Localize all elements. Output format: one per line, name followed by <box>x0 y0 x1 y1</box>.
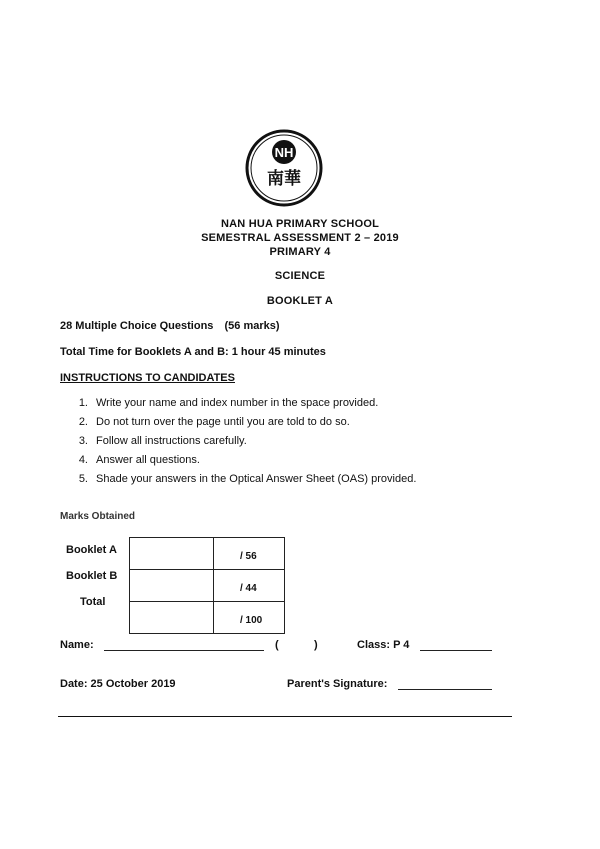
signature-field[interactable] <box>398 689 492 690</box>
instruction-item <box>70 454 200 466</box>
instruction-item <box>70 416 350 428</box>
instruction-item <box>70 397 378 409</box>
max-marks-cell: / 56 <box>214 538 285 570</box>
marks-count: (56 marks) <box>224 320 280 332</box>
instruction-number: 1. <box>78 397 88 409</box>
school-logo <box>244 128 324 208</box>
index-paren-open: ( <box>275 639 279 651</box>
assessment-title: SEMESTRAL ASSESSMENT 2 – 2019 <box>201 232 399 244</box>
row-label-booklet-a: Booklet A <box>66 544 117 556</box>
table-row <box>130 538 285 570</box>
name-field[interactable] <box>104 650 264 651</box>
instruction-text: Answer all questions. <box>96 454 200 466</box>
booklet: BOOKLET A <box>266 295 334 307</box>
row-label-booklet-b: Booklet B <box>66 570 118 582</box>
index-paren-close: ) <box>314 639 318 651</box>
total-time: Total Time for Booklets A and B: 1 hour 45 minutes <box>60 346 326 358</box>
instruction-number: 2. <box>78 416 88 428</box>
instruction-number: 5. <box>78 473 88 485</box>
instructions-heading: INSTRUCTIONS TO CANDIDATES <box>60 372 235 384</box>
score-cell <box>130 538 214 570</box>
score-cell <box>130 602 214 634</box>
max-marks-cell: / 100 <box>214 602 285 634</box>
instruction-text: Do not turn over the page until you are told to do so. <box>96 416 350 428</box>
subject: SCIENCE <box>274 270 326 282</box>
instruction-number: 4. <box>78 454 88 466</box>
name-label: Name: <box>60 639 94 651</box>
logo-letters: NH <box>274 145 294 160</box>
footer-divider <box>58 716 512 717</box>
table-row <box>130 570 285 602</box>
instruction-text: Shade your answers in the Optical Answer Sheet (OAS) provided. <box>96 473 417 485</box>
marks-obtained-title: Marks Obtained <box>60 511 136 522</box>
marks-table <box>129 537 285 634</box>
level: PRIMARY 4 <box>269 246 331 258</box>
signature-label: Parent's Signature: <box>287 678 388 690</box>
logo-chinese: 南華 <box>267 169 301 189</box>
score-cell <box>130 570 214 602</box>
instruction-text: Write your name and index number in the space provided. <box>96 397 379 409</box>
instruction-number: 3. <box>78 435 88 447</box>
class-label: Class: P 4 <box>357 639 410 651</box>
class-field[interactable] <box>420 650 492 651</box>
instruction-item <box>70 435 247 447</box>
date-label: Date: 25 October 2019 <box>60 678 176 690</box>
table-row <box>130 602 285 634</box>
max-marks-cell: / 44 <box>214 570 285 602</box>
school-name: NAN HUA PRIMARY SCHOOL <box>221 218 379 230</box>
instruction-item <box>70 473 416 485</box>
question-count: 28 Multiple Choice Questions <box>60 320 214 332</box>
question-info <box>60 320 280 332</box>
instruction-text: Follow all instructions carefully. <box>96 435 247 447</box>
row-label-total: Total <box>80 596 106 608</box>
